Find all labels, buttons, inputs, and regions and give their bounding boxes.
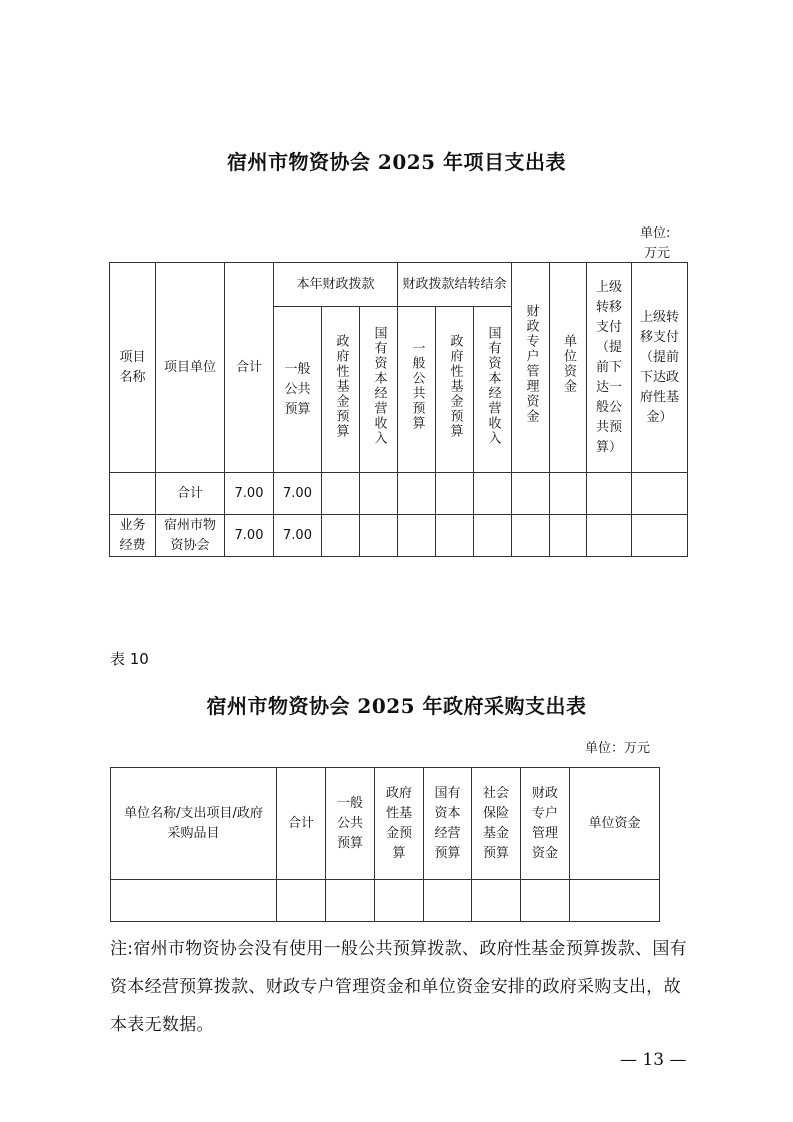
note-text: 注:宿州市物资协会没有使用一般公共预算拨款、政府性基金预算拨款、国有资本经营预算拨款、财政专户管理资金和单位资金安排的政府采购支出，故本表无数据。 xyxy=(110,939,687,1035)
table-row xyxy=(110,473,688,515)
header-co-state-capital: 国有资本经营收入 xyxy=(474,307,512,473)
table2-label: 表 10 xyxy=(110,650,149,668)
cell xyxy=(436,515,474,557)
cell xyxy=(587,515,632,557)
cell xyxy=(277,880,326,922)
header-project-name: 项目名称 xyxy=(110,263,156,473)
header-special-account-funds: 财政专户管理资金 xyxy=(521,768,570,880)
cell xyxy=(472,880,521,922)
header-unit-funds: 单位资金 xyxy=(570,768,660,880)
cell xyxy=(360,473,398,515)
project-expenditure-table xyxy=(109,262,688,557)
cell xyxy=(550,515,587,557)
cell xyxy=(587,473,632,515)
header-project-unit: 项目单位 xyxy=(156,263,225,473)
table1-title: 宿州市物资协会 2025 年项目支出表 xyxy=(226,150,567,174)
table2-title: 宿州市物资协会 2025 年政府采购支出表 xyxy=(206,694,587,718)
cell xyxy=(436,473,474,515)
cell xyxy=(375,880,424,922)
cell xyxy=(322,515,360,557)
header-total: 合计 xyxy=(225,263,274,473)
header-transfer-gov-fund: 上级转移支付（提前下达政府性基金） xyxy=(632,263,688,473)
row-project-unit: 合计 xyxy=(156,473,225,515)
page-number: — 13 — xyxy=(620,1050,687,1070)
cell xyxy=(570,880,660,922)
cell xyxy=(512,515,550,557)
header-co-gov-fund: 政府性基金预算 xyxy=(436,307,474,473)
header-social-insurance-budget: 社会保险基金预算 xyxy=(472,768,521,880)
cell xyxy=(512,473,550,515)
cell xyxy=(326,880,375,922)
cell xyxy=(474,473,512,515)
cell xyxy=(360,515,398,557)
header-general-public-budget: 一般公共预算 xyxy=(326,768,375,880)
cell xyxy=(398,473,436,515)
header-current-year-appropriation: 本年财政拨款 xyxy=(274,263,398,307)
header-special-account-funds: 财政专户管理资金 xyxy=(512,263,550,473)
row-project-name xyxy=(110,473,156,515)
row-general-public: 7.00 xyxy=(274,473,322,515)
cell xyxy=(424,880,472,922)
header-state-capital-income: 国有资本经营收入 xyxy=(360,307,398,473)
header-gov-fund-budget: 政府性基金预算 xyxy=(375,768,424,880)
cell xyxy=(111,880,277,922)
header-general-public-budget: 一般公共预算 xyxy=(274,307,322,473)
table-row xyxy=(110,515,688,557)
cell xyxy=(474,515,512,557)
cell xyxy=(322,473,360,515)
header-state-capital-budget: 国有资本经营预算 xyxy=(424,768,472,880)
table2-unit: 单位：万元 xyxy=(585,741,651,756)
header-gov-fund-budget: 政府性基金预算 xyxy=(322,307,360,473)
cell xyxy=(398,515,436,557)
header-total: 合计 xyxy=(277,768,326,880)
row-general-public: 7.00 xyxy=(274,515,322,557)
row-total: 7.00 xyxy=(225,473,274,515)
cell xyxy=(632,515,688,557)
header-unit-funds: 单位资金 xyxy=(550,263,587,473)
row-total: 7.00 xyxy=(225,515,274,557)
header-co-general-public: 一般公共预算 xyxy=(398,307,436,473)
header-transfer-general: 上级转移支付（提前下达一般公共预算） xyxy=(587,263,632,473)
table1-unit-value: 万元 xyxy=(644,246,671,261)
cell xyxy=(521,880,570,922)
table1-unit-label: 单位: xyxy=(640,226,671,241)
cell xyxy=(632,473,688,515)
header-unit-name: 单位名称/支出项目/政府采购品目 xyxy=(111,768,277,880)
procurement-expenditure-table xyxy=(110,767,660,922)
row-project-unit: 宿州市物资协会 xyxy=(156,515,225,557)
header-carryover: 财政拨款结转结余 xyxy=(398,263,512,307)
row-project-name: 业务经费 xyxy=(110,515,156,557)
table-row xyxy=(111,880,660,922)
cell xyxy=(550,473,587,515)
